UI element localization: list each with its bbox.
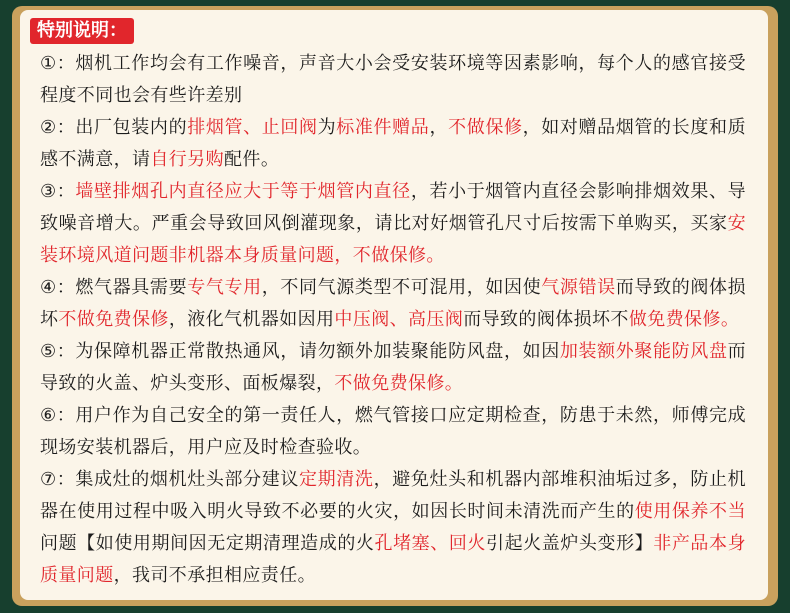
item-text: 而导致的阀体损坏 bbox=[40, 277, 746, 330]
highlight-text: 专气专用 bbox=[187, 277, 262, 298]
item-text: 问题【如使用期间因无定期清理造成的火 bbox=[40, 533, 375, 554]
item-text: ⑦：集成灶的烟机灶头部分建议 bbox=[40, 469, 300, 490]
item-text: ，避免灶头和机器内部堆积油垢过多，防止机器在使用过程中吸入明火导致不必要的火灾，如因长时间未清洗而产生的 bbox=[40, 469, 746, 522]
highlight-text: 中压阀、高压阀 bbox=[334, 309, 464, 330]
highlight-text: 排烟管、止回阀 bbox=[187, 117, 318, 138]
highlight-text: 非产品本身质量问题 bbox=[40, 533, 746, 586]
highlight-text: 使用保养不当 bbox=[634, 501, 747, 522]
highlight-text: 墙壁排烟孔内直径应大于等于烟管内直径 bbox=[75, 181, 411, 202]
item-text: ②：出厂包装内的 bbox=[40, 117, 188, 138]
notice-content bbox=[40, 48, 746, 592]
notice-item-5 bbox=[40, 336, 746, 400]
item-text: ③： bbox=[40, 181, 76, 202]
item-text: ，液化气机器如因用 bbox=[168, 309, 335, 330]
item-text: ，如对赠品烟管的长度和质感不满意，请 bbox=[40, 117, 746, 170]
item-text: ⑥：用户作为自己安全的第一责任人，燃气管接口应定期检查，防患于未然，师傅完成现场安装机器后，用户应及时检查验收。 bbox=[40, 405, 746, 458]
item-text: 而导致的火盖、炉头变形、面板爆裂， bbox=[40, 341, 746, 394]
item-text: ，不同气源类型不可混用，如因使 bbox=[261, 277, 542, 298]
item-text: 为 bbox=[317, 117, 337, 138]
highlight-text: 安装环境风道问题非机器本身质量问题，不做保修。 bbox=[40, 213, 746, 266]
notice-item-7 bbox=[40, 464, 746, 592]
notice-item-2 bbox=[40, 112, 746, 176]
item-text: 配件。 bbox=[224, 149, 280, 170]
item-text: ①：烟机工作均会有工作噪音，声音大小会受安装环境等因素影响，每个人的感官接受程度不同也会有些许差别 bbox=[40, 53, 746, 106]
notice-item-3 bbox=[40, 176, 746, 272]
highlight-text: 自行另购 bbox=[150, 149, 225, 170]
highlight-text: 不做保修 bbox=[448, 117, 523, 138]
notice-item-1 bbox=[40, 48, 746, 112]
highlight-text: 加装额外聚能防风盘 bbox=[559, 341, 728, 362]
highlight-text: 孔堵塞、回火 bbox=[374, 533, 486, 554]
highlight-text: 气源错误 bbox=[541, 277, 616, 298]
item-text: ④：燃气器具需要 bbox=[40, 277, 188, 298]
item-text: ，我司不承担相应责任。 bbox=[113, 565, 317, 586]
notice-item-4 bbox=[40, 272, 746, 336]
item-text: ， bbox=[429, 117, 449, 138]
highlight-text: 做免费保修。 bbox=[628, 309, 740, 330]
highlight-text: 定期清洗 bbox=[299, 469, 374, 490]
highlight-text: 标准件赠品 bbox=[336, 117, 430, 138]
item-text: 而导致的阀体损坏不 bbox=[463, 309, 629, 330]
item-text: ⑤：为保障机器正常散热通风，请勿额外加装聚能防风盘，如因 bbox=[40, 341, 560, 362]
notice-title: 特别说明： bbox=[30, 18, 134, 44]
item-text: 引起火盖炉头变形】 bbox=[486, 533, 654, 554]
item-text: ，若小于烟管内直径会影响排烟效果、导致噪音增大。严重会导致回风倒灌现象，请比对好烟管孔尺寸后按需下单购买，买家 bbox=[40, 181, 747, 234]
highlight-text: 不做免费保修 bbox=[58, 309, 169, 330]
notice-item-6 bbox=[40, 400, 746, 464]
highlight-text: 不做免费保修。 bbox=[334, 373, 464, 394]
